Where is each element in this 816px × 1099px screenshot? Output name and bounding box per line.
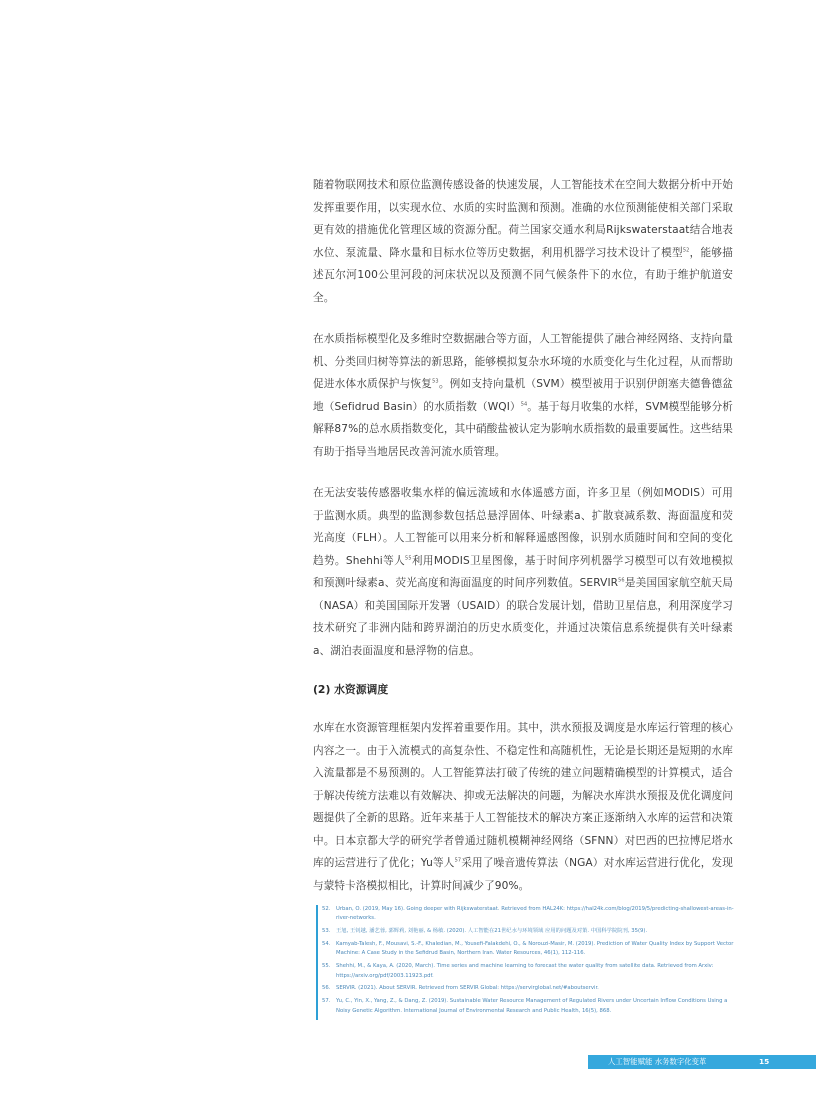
footer-bar	[588, 1055, 816, 1069]
footnote-link[interactable]: Shehhi, M., & Kaya, A. (2020, March). Time series and machine learning to forecast the water quality from satellite data. Retrieved from Arxiv: https://arxiv.org/pdf/2003.11923.pdf.	[336, 963, 714, 979]
footnotes	[316, 905, 742, 1020]
footnote-ref[interactable]: 57	[454, 857, 462, 864]
footnote-link[interactable]: SERVIR. (2021). About SERVIR. Retrieved from SERVIR Global: https://servirglobal.net/#aboutservir.	[336, 985, 599, 992]
footnote-item: 56. SERVIR. (2021). About SERVIR. Retrieved from SERVIR Global: https://servirglobal.net/#aboutservir.	[322, 984, 742, 993]
section-heading: (2) 水资源调度	[313, 683, 389, 696]
footnote-text: Kamyab-Talesh, F., Mousavi, S.-F., Khaledian, M., Yousefi-Falakdehi, O., & Norouzi-Masir, M. (2019). Prediction of Water Quality Index by Support Vector Machine: A Case Study in the Sefidrud Basin, Northern Iran. Water Resources, 46(1), 112-116.	[336, 941, 734, 957]
footnote-item: 55. Shehhi, M., & Kaya, A. (2020, March). Time series and machine learning to forecast the water quality from satellite data. Retrieved from Arxiv: https://arxiv.org/pdf/2003.11923.pdf.	[322, 962, 742, 981]
footnote-item: 52. Urban, O. (2019, May 16). Going deeper with Rijkswaterstaat. Retrieved from HAL24K: https://hal24k.com/blog/2019/5/predicting-shallowest-areas-in-river-networks.	[322, 905, 742, 924]
footnote-ref[interactable]: 54	[520, 400, 528, 407]
footnote-text: 王旭, 王钊越, 潘艺蓉, 郭辉莉, 刘艳丽, & 杨敏. (2020). 人工智能在21世纪水与环境领域 应用的问题及对策. 中国科学院院刊, 35(9).	[336, 928, 648, 935]
footnote-ref[interactable]: 55	[405, 554, 412, 561]
footnote-ref[interactable]: 56	[618, 577, 625, 584]
main-content	[313, 174, 733, 916]
footnote-item: 54. Kamyab-Talesh, F., Mousavi, S.-F., Khaledian, M., Yousefi-Falakdehi, O., & Norouzi-Masir, M. (2019). Prediction of Water Quality Index by Support Vector Machine: A Case Study in the Sefidrud Basin, Northern Iran. Water Resources, 46(1), 112-116.	[322, 940, 742, 959]
footnote-ref[interactable]: 53	[432, 378, 439, 385]
footnote-ref[interactable]: 52	[682, 246, 690, 253]
footer-title: 人工智能赋能 水务数字化变革	[608, 1057, 707, 1066]
body-paragraph: 随着物联网技术和原位监测传感设备的快速发展，人工智能技术在空间大数据分析中开始发挥重要作用，以实现水位、水质的实时监测和预测。准确的水位预测能使相关部门采取更有效的措施优化管理区域的资源分配。荷兰国家交通水利局Rijkswaterstaat结合地表水位、泵流量、降水量和目标水位等历史数据，利用机器学习技术设计了模型$^{52}$，能够描述瓦尔河100公里河段的河床状况以及预测不同气候条件下的水位，有助于维护航道安全。	[313, 179, 733, 304]
footnote-item: 57. Yu, C., Yin, X., Yang, Z., & Dang, Z. (2019). Sustainable Water Resource Management of Regulated Rivers under Uncertain Inflow Conditions Using a Noisy Genetic Algorithm. International Journal of Environmental Research and Public Health, 16(5), 868.	[322, 997, 742, 1016]
footnote-text: Yu, C., Yin, X., Yang, Z., & Dang, Z. (2019). Sustainable Water Resource Management of Regulated Rivers under Uncertain Inflow Conditions Using a Noisy Genetic Algorithm. International Journal of Environmental Research and Public Health, 16(5), 868.	[336, 998, 728, 1014]
body-paragraph: 在水质指标模型化及多维时空数据融合等方面，人工智能提供了融合神经网络、支持向量机、分类回归树等算法的新思路，能够模拟复杂水环境的水质变化与生化过程，从而帮助促进水体水质保护与恢复$^{53}$。例如支持向量机（SVM）模型被用于识别伊朗塞夫德鲁德盆地（Sefidrud Basin）的水质指数（WQI）$^{54}$。基于每月收集的水样，SVM模型能够分析解释87%的总水质指数变化，其中硝酸盐被认定为影响水质指数的最重要属性。这些结果有助于指导当地居民改善河流水质管理。	[313, 333, 733, 458]
footnote-item: 53. 王旭, 王钊越, 潘艺蓉, 郭辉莉, 刘艳丽, & 杨敏. (2020). 人工智能在21世纪水与环境领域 应用的问题及对策. 中国科学院院刊, 35(9).	[322, 927, 742, 936]
page-number: 15	[759, 1057, 770, 1066]
body-paragraph: 水库在水资源管理框架内发挥着重要作用。其中，洪水预报及调度是水库运行管理的核心内容之一。由于入流模式的高复杂性、不稳定性和高随机性，无论是长期还是短期的水库入流量都是不易预测的。人工智能算法打破了传统的建立问题精确模型的计算模式，适合于解决传统方法难以有效解决、抑或无法解决的问题，为解决水库洪水预报及优化调度问题提供了全新的思路。近年来基于人工智能技术的解决方案正逐渐纳入水库的运营和决策中。日本京都大学的研究学者曾通过随机模糊神经网络（SFNN）对巴西的巴拉博尼塔水库的运营进行了优化；Yu等人$^{57}$采用了噪音遗传算法（NGA）对水库运营进行优化，发现与蒙特卡洛模拟相比，计算时间减少了90%。	[313, 722, 733, 892]
body-paragraph: 在无法安装传感器收集水样的偏远流域和水体遥感方面，许多卫星（例如MODIS）可用于监测水质。典型的监测参数包括总悬浮固体、叶绿素a、扩散衰减系数、海面温度和荧光高度（FLH）。人工智能可以用来分析和解释遥感图像，识别水质随时间和空间的变化趋势。Shehhi等人$^{55}$利用MODIS卫星图像，基于时间序列机器学习模型可以有效地模拟和预测叶绿素a、荧光高度和海面温度的时间序列数值。SERVIR$^{56}$是美国国家航空航天局（NASA）和美国国际开发署（USAID）的联合发展计划，借助卫星信息，利用深度学习技术研究了非洲内陆和跨界湖泊的历史水质变化，并通过决策信息系统提供有关叶绿素a、湖泊表面温度和悬浮物的信息。	[313, 487, 734, 657]
footnote-link[interactable]: Urban, O. (2019, May 16). Going deeper with Rijkswaterstaat. Retrieved from HAL24K: https://hal24k.com/blog/2019/5/predicting-shallowest-areas-in-river-networks.	[336, 906, 734, 922]
